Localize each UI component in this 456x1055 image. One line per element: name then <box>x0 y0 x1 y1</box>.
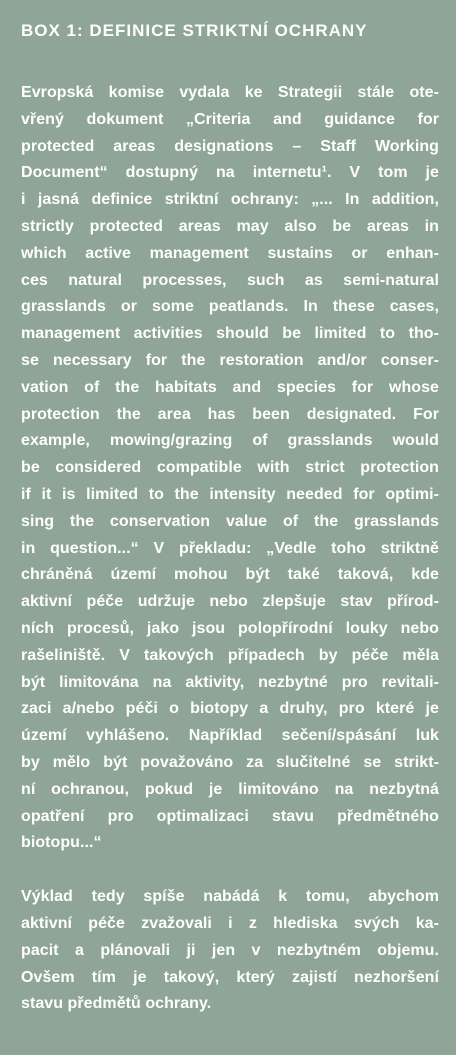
text-line: se necessary for the restoration and/or conser- <box>21 351 439 369</box>
text-line: biotopu...“ <box>21 834 102 852</box>
text-line: území vyhlášeno. Například sečení/spásání luk <box>21 727 439 745</box>
text-line: být limitována na aktivity, nezbytné pro revitali- <box>21 673 439 691</box>
text-line: Document“ dostupný na internetu¹. V tom je <box>21 164 439 182</box>
text-line: in question...“ V překladu: „Vedle toho striktně <box>21 539 439 557</box>
text-line: ní ochranou, pokud je limitováno na nezbytná <box>21 780 439 798</box>
text-line: protection the area has been designated. For <box>21 405 439 423</box>
text-line: protected areas designations – Staff Working <box>21 137 439 155</box>
text-line: example, mowing/grazing of grasslands would <box>21 432 439 450</box>
text-line: opatření pro optimalizaci stavu předmětného <box>21 807 439 825</box>
text-line: ních procesů, jako jsou polopřírodní louky nebo <box>21 619 439 637</box>
text-line: strictly protected areas may also be areas in <box>21 217 439 235</box>
text-line: Evropská komise vydala ke Strategii stále ote- <box>21 84 439 101</box>
text-line: which active management sustains or enhan- <box>21 244 439 262</box>
text-line: rašeliniště. V takových případech by péče měla <box>21 646 439 664</box>
text-line: sing the conservation value of the grasslands <box>21 512 439 530</box>
text-line: grasslands or some peatlands. In these cases, <box>21 298 439 316</box>
text-line: aktivní péče zvažovali i z hlediska svých ka- <box>21 914 439 932</box>
text-line: Ovšem tím je takový, který zajistí nezhoršení <box>21 968 439 986</box>
text-line: vation of the habitats and species for whose <box>21 378 439 396</box>
text-line: management activities should be limited to tho- <box>21 325 439 343</box>
text-line: chráněná území mohou být také taková, kde <box>21 566 439 584</box>
text-line: zaci a/nebo péči o biotopy a druhy, pro které je <box>21 700 439 718</box>
box-title: BOX 1: DEFINICE STRIKTNÍ OCHRANY <box>21 21 368 40</box>
text-line: if it is limited to the intensity needed for optimi- <box>21 485 439 503</box>
paragraph-interpretation <box>21 884 439 1018</box>
text-line: by mělo být považováno za slučitelné se strikt- <box>21 753 439 771</box>
text-line: vřený dokument „Criteria and guidance for <box>21 110 439 128</box>
text-line: ces natural processes, such as semi-natural <box>21 271 439 289</box>
text-line: pacit a plánovali ji jen v nezbytném objemu. <box>21 941 439 959</box>
text-line: stavu předmětů ochrany. <box>21 995 212 1013</box>
text-line: aktivní péče udržuje nebo zlepšuje stav přírod- <box>21 593 439 611</box>
paragraph-definition <box>21 80 439 857</box>
text-line: i jasná definice striktní ochrany: „... In addition, <box>21 191 439 209</box>
text-line: Výklad tedy spíše nabádá k tomu, abychom <box>21 888 439 906</box>
text-line: be considered compatible with strict protection <box>21 459 439 477</box>
